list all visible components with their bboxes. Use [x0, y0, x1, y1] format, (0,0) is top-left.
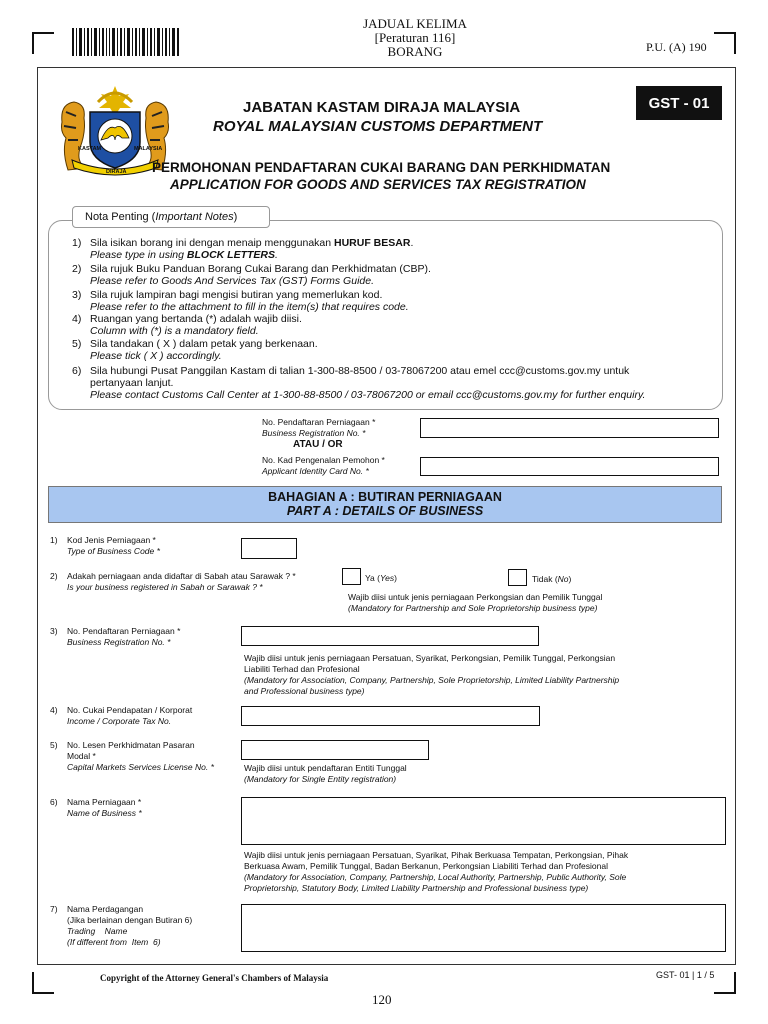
page-number: 120	[372, 992, 392, 1007]
note-4: 4) Ruangan yang bertanda (*) adalah wajib diisi. Column with (*) is a mandatory field.	[72, 313, 302, 337]
item-3-note: Wajib diisi untuk jenis perniagaan Persatuan, Syarikat, Perkongsian, Pemilik Tunggal, Perkongsian Liabiliti Terhad dan Profesional (Mandatory for Association, Company, Partnership, Sole Proprietorship, Limited Liability Partnership and Professional business type)	[244, 653, 620, 696]
item-3-label: 3) No. Pendaftaran Perniagaan * Business Registration No. *	[50, 626, 181, 647]
svg-text:KASTAM: KASTAM	[78, 146, 102, 152]
business-name-input[interactable]	[241, 797, 726, 845]
svg-text:MALAYSIA: MALAYSIA	[134, 146, 163, 152]
important-notes-tab: Nota Penting ( Important Notes )	[72, 206, 270, 228]
note-6: 6) Sila hubungi Pusat Panggilan Kastam di talian 1-300-88-8500 / 03-78067200 atau emel ccc@customs.gov.my untuk pertanyaan lanjut. Please contact Customs Call Center at 1-300-88-8500 / 03-78067200 or email ccc@customs.gov.my for further enquiry.	[72, 365, 646, 401]
item-2-label: 2) Adakah perniagaan anda didaftar di Sabah atau Sarawak ? * Is your business registered in Sabah or Sarawak ? *	[50, 571, 296, 592]
income-tax-no-input[interactable]	[241, 706, 540, 726]
crop-mark-bottom-left	[32, 972, 54, 994]
ic-label: No. Kad Pengenalan Pemohon * Applicant Identity Card No. *	[262, 455, 385, 476]
item-6-label: 6) Nama Perniagaan * Name of Business *	[50, 797, 142, 818]
pua-reference: P.U. (A) 190	[646, 40, 707, 54]
crop-mark-bottom-right	[714, 972, 736, 994]
barcode	[72, 28, 180, 56]
no-label: Tidak (No)	[532, 574, 572, 584]
item-2-note: Wajib diisi untuk jenis perniagaan Perkongsian dan Pemilik Tunggal (Mandatory for Partnership and Sole Proprietorship business type)	[348, 592, 603, 613]
brn-label: No. Pendaftaran Perniagaan * Business Registration No. *	[262, 417, 376, 438]
schedule-heading: JADUAL KELIMA [Peraturan 116] BORANG	[363, 16, 467, 59]
application-title-en: APPLICATION FOR GOODS AND SERVICES TAX REGISTRATION	[170, 177, 586, 192]
item-1-label: 1) Kod Jenis Perniagaan * Type of Business Code *	[50, 535, 160, 556]
item-7-label: 7) Nama Perdagangan (Jika berlainan dengan Butiran 6) Trading Name (If different from Item 6)	[50, 904, 193, 947]
item-3-brn-input[interactable]	[241, 626, 539, 646]
note-2: 2) Sila rujuk Buku Panduan Borang Cukai Barang dan Perkhidmatan (CBP). Please refer to Goods And Services Tax (GST) Forms Guide.	[72, 263, 431, 287]
business-type-code-input[interactable]	[241, 538, 297, 559]
note-5: 5) Sila tandakan ( X ) dalam petak yang berkenaan. Please tick ( X ) accordingly.	[72, 338, 318, 362]
item-4-label: 4) No. Cukai Pendapatan / Korporat Income / Corporate Tax No.	[50, 705, 193, 726]
item-5-note: Wajib diisi untuk pendaftaran Entiti Tunggal (Mandatory for Single Entity registration)	[244, 763, 407, 784]
ic-input[interactable]	[420, 457, 719, 476]
note-1: 1) Sila isikan borang ini dengan menaip menggunakan HURUF BESAR. Please type in using BLOCK LETTERS.	[72, 237, 414, 261]
page-reference: GST- 01 | 1 / 5	[656, 970, 715, 980]
svg-text:DIRAJA: DIRAJA	[106, 169, 127, 175]
yes-label: Ya (Yes)	[365, 573, 397, 583]
trading-name-input[interactable]	[241, 904, 726, 952]
form-code-badge: GST - 01	[636, 86, 722, 120]
cms-license-no-input[interactable]	[241, 740, 429, 760]
brn-input[interactable]	[420, 418, 719, 438]
part-a-header: BAHAGIAN A : BUTIRAN PERNIAGAAN PART A : DETAILS OF BUSINESS	[48, 486, 722, 523]
item-5-label: 5) No. Lesen Perkhidmatan Pasaran Modal * Capital Markets Services License No. *	[50, 740, 214, 772]
note-3: 3) Sila rujuk lampiran bagi mengisi butiran yang memerlukan kod. Please refer to the attachment to fill in the item(s) that requires code.	[72, 289, 409, 313]
crop-mark-top-left	[32, 32, 54, 54]
item-6-note: Wajib diisi untuk jenis perniagaan Persatuan, Syarikat, Pihak Berkuasa Tempatan, Perkongsian, Pihak Berkuasa Awam, Pemilik Tunggal, Badan Berkanun, Perkongsian Liabiliti Terhad dan Profesional (Mandatory for Association, Company, Partnership, Local Authority, Partnership, Public Authority, Sole Proprietorship, Statutory Body, Limited Liability Partnership and Professional business type)	[244, 850, 629, 893]
application-title-ms: PERMOHONAN PENDAFTARAN CUKAI BARANG DAN PERKHIDMATAN	[152, 160, 611, 175]
or-separator: ATAU / OR	[293, 439, 343, 450]
sabah-sarawak-yes-checkbox[interactable]	[342, 568, 361, 585]
sabah-sarawak-no-checkbox[interactable]	[508, 569, 527, 586]
crop-mark-top-right	[714, 32, 736, 54]
copyright-notice: Copyright of the Attorney General's Chambers of Malaysia	[100, 973, 329, 983]
dept-title-en: ROYAL MALAYSIAN CUSTOMS DEPARTMENT	[213, 118, 543, 135]
dept-title-ms: JABATAN KASTAM DIRAJA MALAYSIA	[243, 99, 521, 116]
